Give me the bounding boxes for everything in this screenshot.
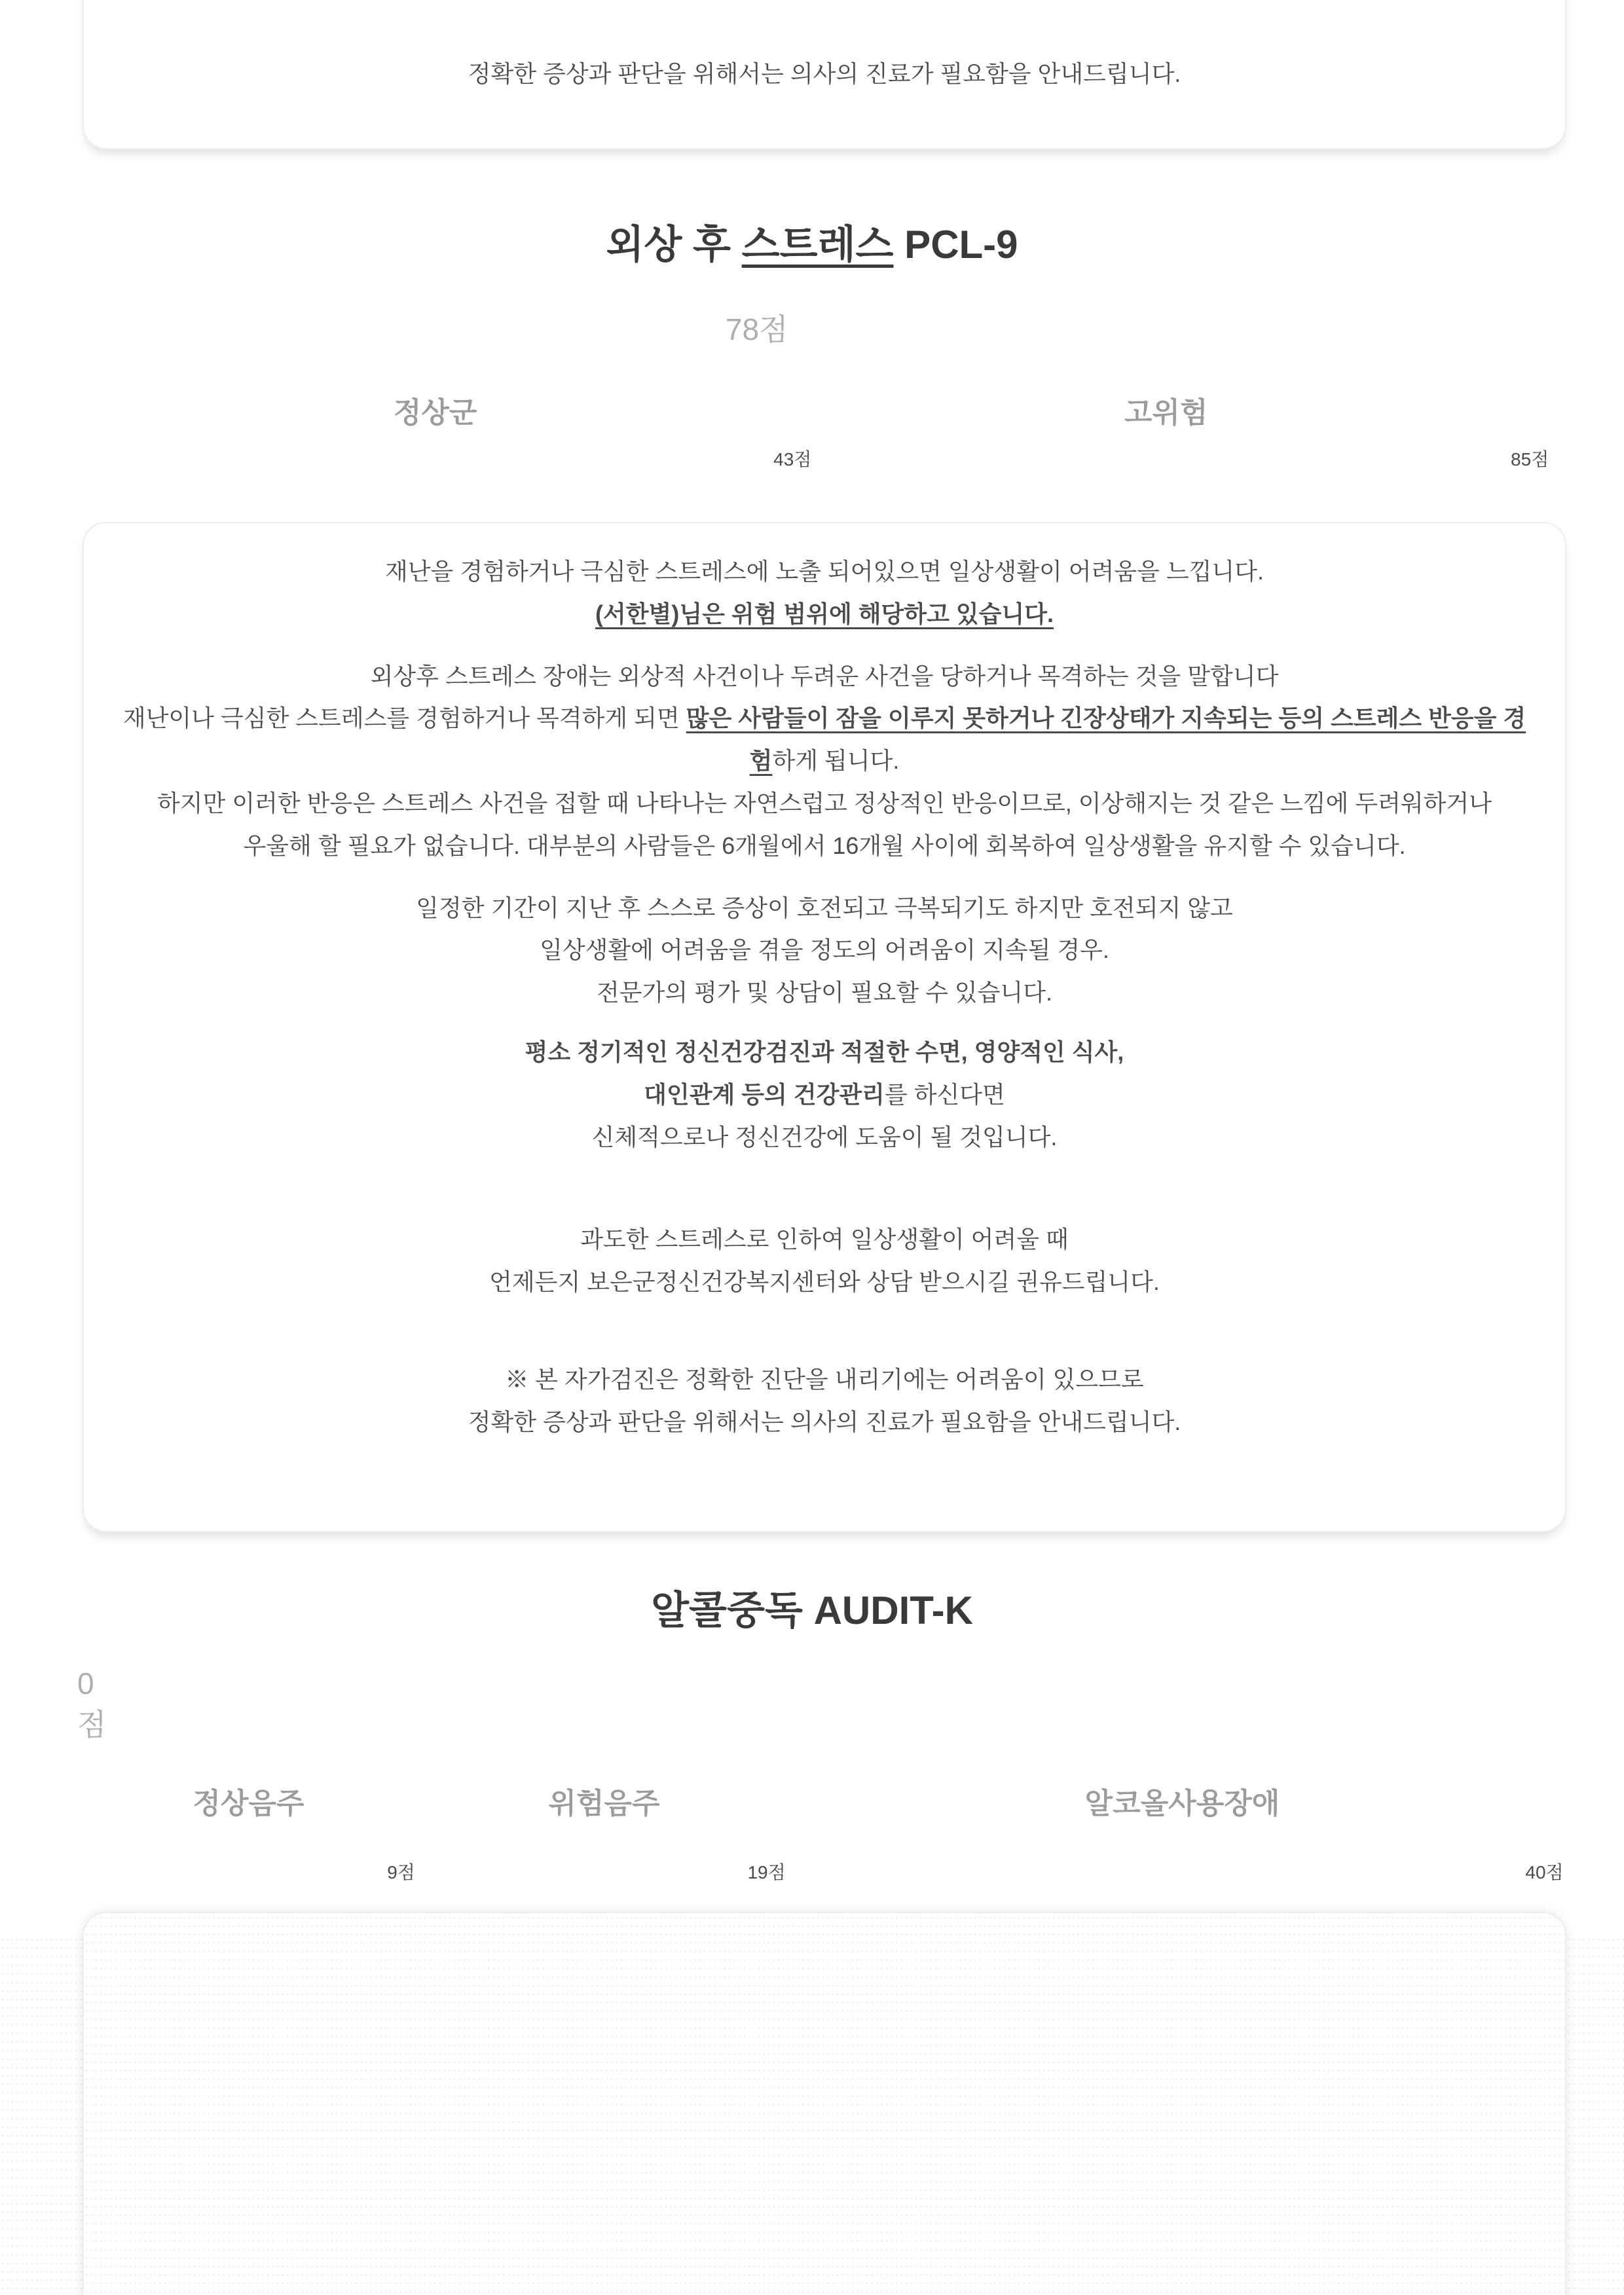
audit-section-title: 알콜중독 AUDIT-K	[651, 1588, 973, 1632]
pcl9-recovery-line-2: 일상생활에 어려움을 겪을 정도의 어려움이 지속될 경우.	[540, 936, 1109, 964]
pcl9-recovery-line-1: 일정한 기간이 지난 후 스스로 증상이 호전되고 극복되기도 하지만 호전되지 않고	[416, 894, 1233, 921]
pcl9-center-line-1: 과도한 스트레스로 인하여 일상생활이 어려울 때	[580, 1226, 1069, 1253]
audit-zone-normal: 정상음주	[193, 1788, 304, 1820]
pcl9-advice-line-3: 신체적으로나 정신건강에 도움이 될 것입니다.	[591, 1123, 1058, 1150]
pcl9-reaction-emphasis: 많은 사람들이 잠을 이루지 못하거나 긴장상태가 지속되는 등의 스트레스 반응을 경험	[686, 705, 1526, 775]
pcl9-advice-line-2-regular: 를 하신다면	[884, 1080, 1005, 1108]
pcl9-title-prefix: 외상 후	[606, 223, 742, 266]
audit-tick-9: 9점	[387, 1862, 415, 1882]
audit-score-value: 0점	[77, 1666, 107, 1742]
audit-zone-risky: 위험음주	[548, 1788, 660, 1820]
audit-tick-40: 40점	[1525, 1862, 1564, 1882]
pcl9-risk-highlight-line: (서한별)님은 위험 범위에 해당하고 있습니다.	[595, 600, 1054, 627]
pcl9-section-title	[0, 213, 1624, 270]
pcl9-center-line-2: 언제든지 보은군정신건강복지센터와 상담 받으시길 권유드립니다.	[489, 1268, 1160, 1296]
pcl9-score-value: 78점	[725, 312, 788, 346]
pcl9-disclaimer-line-2: 정확한 증상과 판단을 위해서는 의사의 진료가 필요함을 안내드립니다.	[468, 1408, 1181, 1435]
pcl9-reaction-line	[122, 697, 1527, 782]
pcl9-advice-line-2-bold: 대인관계 등의 건강관리	[644, 1080, 885, 1108]
doctor-consult-note: 정확한 증상과 판단을 위해서는 의사의 진료가 필요함을 안내드립니다.	[468, 60, 1181, 88]
pcl9-reassurance-paragraph: 하지만 이러한 반응은 스트레스 사건을 접할 때 나타나는 자연스럽고 정상적인 반응이므로, 이상해지는 것 같은 느낌에 두려워하거나 우울해 할 필요가 없습니다. 대부분의 사람들은 6개월에서 16개월 사이에 회복하여 일상생활을 유지할 수 있습니다.	[157, 789, 1492, 859]
audit-zone-disorder: 알코올사용장애	[1084, 1788, 1280, 1820]
pcl9-zone-highrisk: 고위험	[1124, 397, 1208, 429]
pcl9-disclaimer-line-1: ※ 본 자가검진은 정확한 진단을 내리기에는 어려움이 있으므로	[505, 1365, 1144, 1393]
pcl9-reaction-pre: 재난이나 극심한 스트레스를 경험하거나 목격하게 되면	[122, 705, 686, 732]
pcl9-reaction-post: 하게 됩니다.	[772, 747, 900, 775]
pcl9-zone-normal: 정상군	[393, 397, 477, 429]
audit-tick-19: 19점	[747, 1862, 786, 1882]
pcl9-title-suffix: PCL-9	[893, 223, 1018, 266]
pcl9-tick-85: 85점	[1511, 449, 1549, 469]
pcl9-result-card	[83, 522, 1566, 1532]
pcl9-intro-line: 재난을 경험하거나 극심한 스트레스에 노출 되어있으면 일상생활이 어려움을 느낍니다.	[385, 558, 1264, 585]
pcl9-recovery-line-3: 전문가의 평가 및 상담이 필요할 수 있습니다.	[597, 979, 1052, 1006]
pcl9-advice-line-2	[122, 1074, 1527, 1116]
pcl9-title-underlined-word: 스트레스	[741, 223, 894, 266]
previous-section-card-bottom	[83, 0, 1566, 149]
pcl9-advice-line-1: 평소 정기적인 정신건강검진과 적절한 수면, 영양적인 식사,	[525, 1038, 1124, 1065]
pcl9-definition-line: 외상후 스트레스 장애는 외상적 사건이나 두려운 사건을 당하거나 목격하는 것을 말합니다	[370, 662, 1279, 689]
next-section-card-top	[83, 1912, 1566, 2295]
pcl9-tick-43: 43점	[773, 449, 812, 469]
